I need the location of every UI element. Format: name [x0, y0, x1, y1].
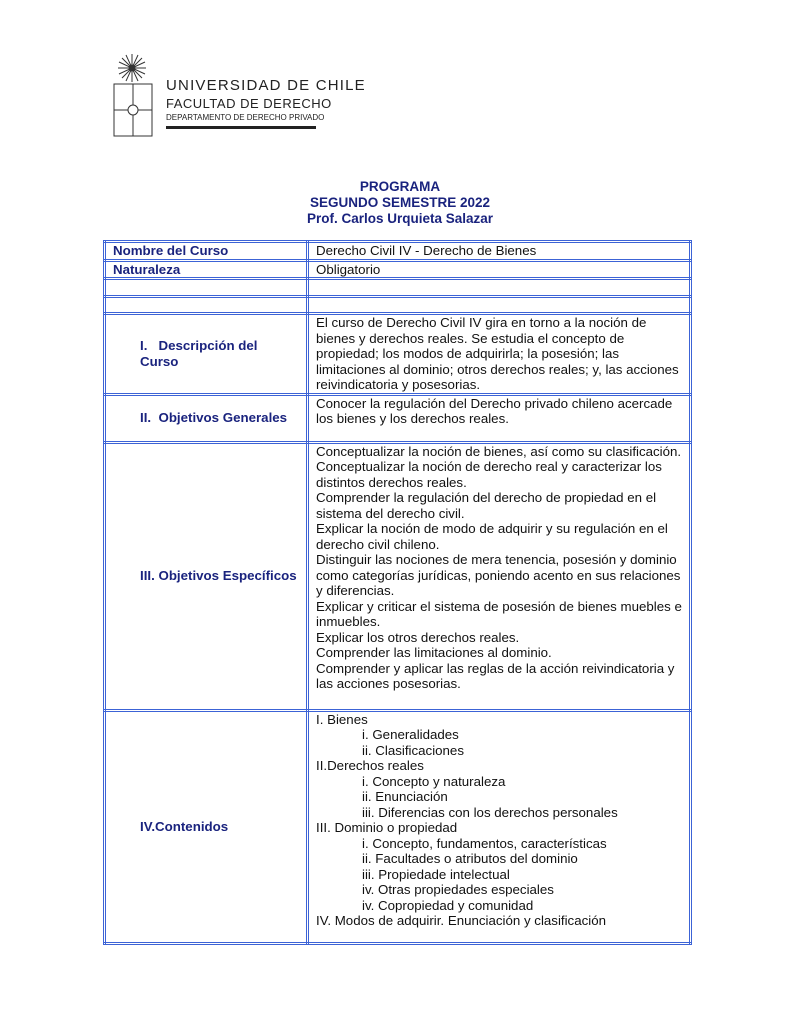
document-heading: [0, 179, 800, 227]
nature-value: Obligatorio: [308, 260, 691, 279]
course-name-label: Nombre del Curso: [105, 242, 308, 261]
list-item: i. Generalidades: [362, 727, 459, 742]
list-item: Conceptualizar la noción de derecho real y caracterizar los distintos derechos reales.: [316, 459, 662, 490]
list-item: iv. Otras propiedades especiales: [362, 882, 554, 897]
list-item: Explicar la noción de modo de adquirir y su regulación en el derecho civil chileno.: [316, 521, 668, 552]
list-item: ii. Enunciación: [362, 789, 448, 804]
university-crest-icon: [112, 54, 160, 138]
specific-objectives-list: [308, 442, 691, 710]
contents-list: [308, 710, 691, 943]
description-label: I. Descripción del Curso: [105, 314, 308, 395]
heading-professor: Prof. Carlos Urquieta Salazar: [306, 211, 494, 226]
table-row: [105, 710, 691, 943]
university-name: UNIVERSIDAD DE CHILE: [166, 77, 366, 94]
empty-row: [105, 279, 691, 297]
list-item: i. Concepto y naturaleza: [362, 773, 506, 789]
list-item: Conceptualizar la noción de bienes, así como su clasificación.: [316, 443, 682, 459]
list-item: iii. Diferencias con los derechos personales: [362, 804, 618, 820]
course-name-value: Derecho Civil IV - Derecho de Bienes: [308, 242, 691, 261]
list-item: Explicar y criticar el sistema de posesión de bienes muebles e inmuebles.: [316, 598, 682, 629]
table-row: [105, 442, 691, 710]
university-logo: [112, 54, 372, 144]
table-row: [105, 242, 691, 261]
list-item: Comprender y aplicar las reglas de la acción reivindicatoria y las acciones posesorias.: [316, 660, 675, 691]
table-row: [105, 260, 691, 279]
table-row: [105, 394, 691, 442]
list-item: I. Bienes: [316, 711, 368, 727]
list-item: i. Concepto, fundamentos, características: [362, 835, 607, 851]
faculty-name: FACULTAD DE DERECHO: [166, 96, 332, 111]
list-item: Distinguir las nociones de mera tenencia, posesión y dominio como categorías jurídicas, poniendo acento en sus relaciones y diferencias.: [316, 552, 681, 598]
nature-label: Naturaleza: [105, 260, 308, 279]
program-table: [103, 240, 692, 945]
department-name: DEPARTAMENTO DE DERECHO PRIVADO: [166, 113, 325, 122]
table-row: [105, 314, 691, 395]
contents-label: IV.Contenidos: [105, 710, 308, 943]
logo-text: [166, 54, 366, 129]
logo-underline: [166, 126, 316, 129]
list-item: Comprender la regulación del derecho de propiedad en el sistema del derecho civil.: [316, 490, 657, 521]
list-item: Explicar los otros derechos reales.: [316, 629, 520, 645]
list-item: ii. Facultades o atributos del dominio: [362, 851, 578, 866]
general-objectives-value: Conocer la regulación del Derecho privado chileno acercade los bienes y los derechos reales.: [308, 394, 691, 442]
heading-semester: SEGUNDO SEMESTRE 2022: [309, 195, 491, 210]
empty-row: [105, 297, 691, 314]
list-item: Comprender las limitaciones al dominio.: [316, 645, 552, 660]
description-value: El curso de Derecho Civil IV gira en torno a la noción de bienes y derechos reales. Se estudia el concepto de propiedad; los modos de adquirirla; la posesión; las limitaciones al dominio; otros derechos reales; y, las acciones reivindicatoria y posesorias.: [308, 314, 691, 395]
list-item: II.Derechos reales: [316, 758, 424, 773]
list-item: iii. Propiedade intelectual: [362, 866, 510, 882]
list-item: iv. Copropiedad y comunidad: [362, 897, 534, 913]
general-objectives-label: II. Objetivos Generales: [105, 394, 308, 442]
list-item: ii. Clasificaciones: [362, 742, 464, 758]
list-item: III. Dominio o propiedad: [316, 820, 458, 835]
list-item: IV. Modos de adquirir. Enunciación y clasificación: [316, 913, 606, 928]
specific-objectives-label: III. Objetivos Específicos: [105, 442, 308, 710]
heading-program: PROGRAMA: [359, 179, 441, 194]
